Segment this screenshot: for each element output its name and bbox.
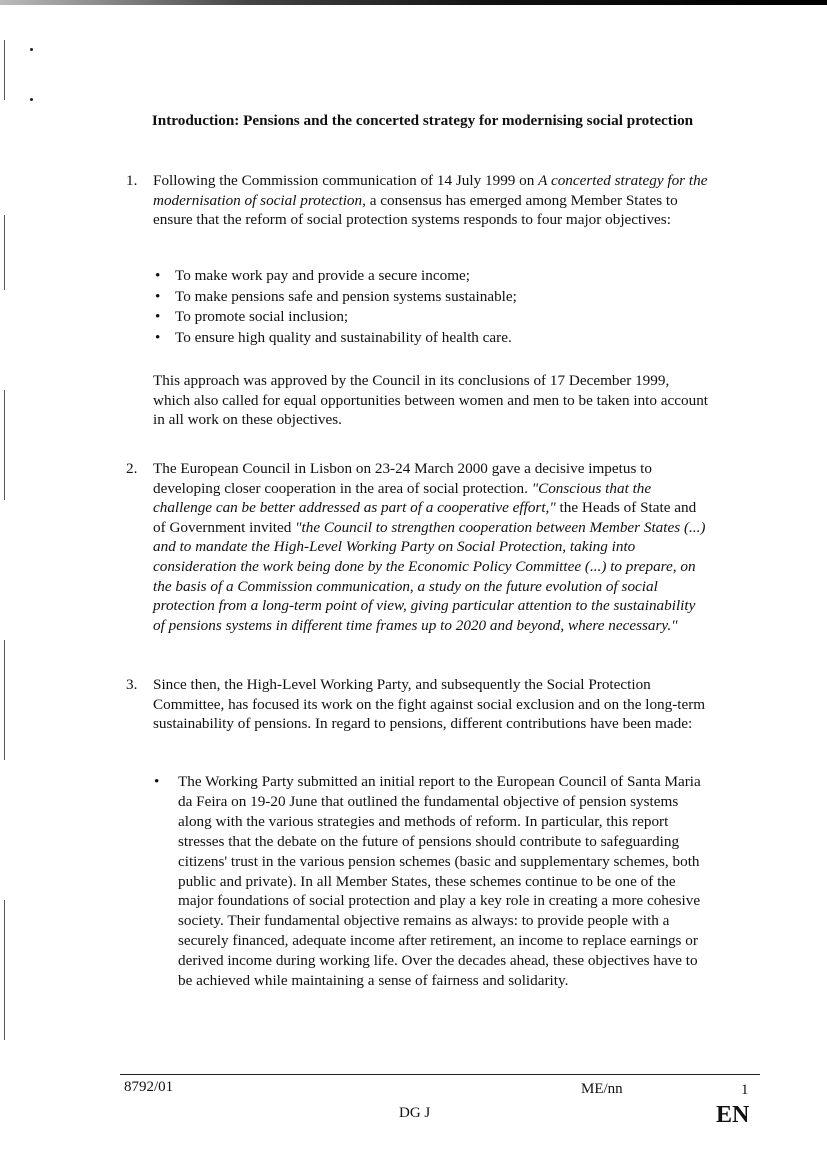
scan-speck (30, 48, 33, 51)
list-item (153, 772, 713, 991)
paragraph-2-text: The European Council in Lisbon on 23-24 March 2000 gave a decisive impetus to developing closer cooperation in the area of social protection. (153, 460, 652, 497)
language-code: EN (716, 1102, 750, 1128)
paragraph-2 (153, 459, 709, 635)
list-item-text: To make work pay and provide a secure income; (175, 267, 470, 284)
paragraph-1-text: , a consensus has emerged among Member States to ensure that the reform of social protection systems responds to four major objectives: (153, 191, 678, 229)
list-item-text: To make pensions safe and pension systems sustainable; (175, 287, 517, 305)
paragraph-number: 2. (126, 460, 138, 477)
scan-margin-mark (4, 900, 5, 1040)
council-mandate-quote: "the Council to strengthen cooperation between Member States (...) and to mandate the High-Level Working Party on Social Protection, taking into consideration the work being done by the Economic Policy Committee (...) to prepare, on the basis of a Commission communication, a study on the future evolution of social protection from a long-term point of view, giving particular attention to the sustainability of pensions systems in different time frames up to 2020 and beyond, where necessary." (153, 518, 706, 634)
list-item-text: To promote social inclusion; (175, 308, 349, 325)
paragraph-number: 3. (126, 676, 138, 693)
list-item-text: To ensure high quality and sustainability of health care. (175, 328, 512, 346)
paragraph-1-intro (153, 171, 709, 230)
page-title: Introduction: Pensions and the concerted strategy for modernising social protection (151, 112, 694, 129)
scan-margin-mark (4, 40, 5, 100)
footer-divider (120, 1074, 760, 1075)
scan-margin-mark (4, 215, 5, 290)
list-item-text: The Working Party submitted an initial report to the European Council of Santa Maria da Feira on 19-20 June that outlined the fundamental objective of pension systems along with the various strategies and methods of reform. In particular, this report stresses that the debate on the future of pensions should contribute to safeguarding citizens' trust in the various pension schemes (basic and supplementary schemes, both public and private). In all Member States, these schemes continue to be one of the major foundations of social protection and play a key role in creating a more cohesive society. Their fundamental objective remains as always: to provide people with a securely financed, adequate income after retirement, an income to replace earnings or derived income during working life. Over the decades ahead, these objectives have to be achieved while maintaining a sense of fairness and solidarity. (178, 773, 701, 990)
scan-margin-mark (4, 640, 5, 760)
page-number: 1 (741, 1082, 749, 1098)
list-item (153, 328, 713, 349)
paragraph-1-text: Following the Commission communication of 14 July 1999 on (153, 172, 539, 189)
list-item (153, 307, 713, 328)
list-item (153, 287, 713, 308)
document-reference: 8792/01 (124, 1079, 174, 1095)
objectives-list (153, 266, 713, 348)
department: DG J (399, 1105, 431, 1121)
scan-top-edge (0, 0, 827, 5)
list-item (153, 266, 713, 287)
bullet-icon: • (155, 287, 161, 305)
paragraph-number: 1. (126, 172, 138, 189)
paragraph-2-text: the Heads of State and of Government invited (153, 499, 697, 536)
author-initials: ME/nn (581, 1081, 623, 1097)
bullet-icon: • (155, 267, 161, 284)
scan-margin-mark (4, 390, 5, 500)
paragraph-1-closing: This approach was approved by the Council in its conclusions of 17 December 1999, which also called for equal opportunities between women and men to be taken into account in all work on these objectives. (153, 372, 709, 429)
scan-speck (30, 98, 33, 101)
bullet-icon: • (155, 308, 161, 325)
paragraph-3: Since then, the High-Level Working Party, and subsequently the Social Protection Committee, has focused its work on the fight against social exclusion and on the long-term sustainability of pensions. In regard to pensions, different contributions have been made: (153, 676, 706, 733)
bullet-icon: • (155, 328, 161, 346)
lisbon-quote: "Conscious that the challenge can be better addressed as part of a cooperative effort," (153, 479, 652, 517)
communication-title: A concerted strategy for the modernisation of social protection (153, 172, 708, 209)
bullet-icon: • (154, 773, 160, 790)
